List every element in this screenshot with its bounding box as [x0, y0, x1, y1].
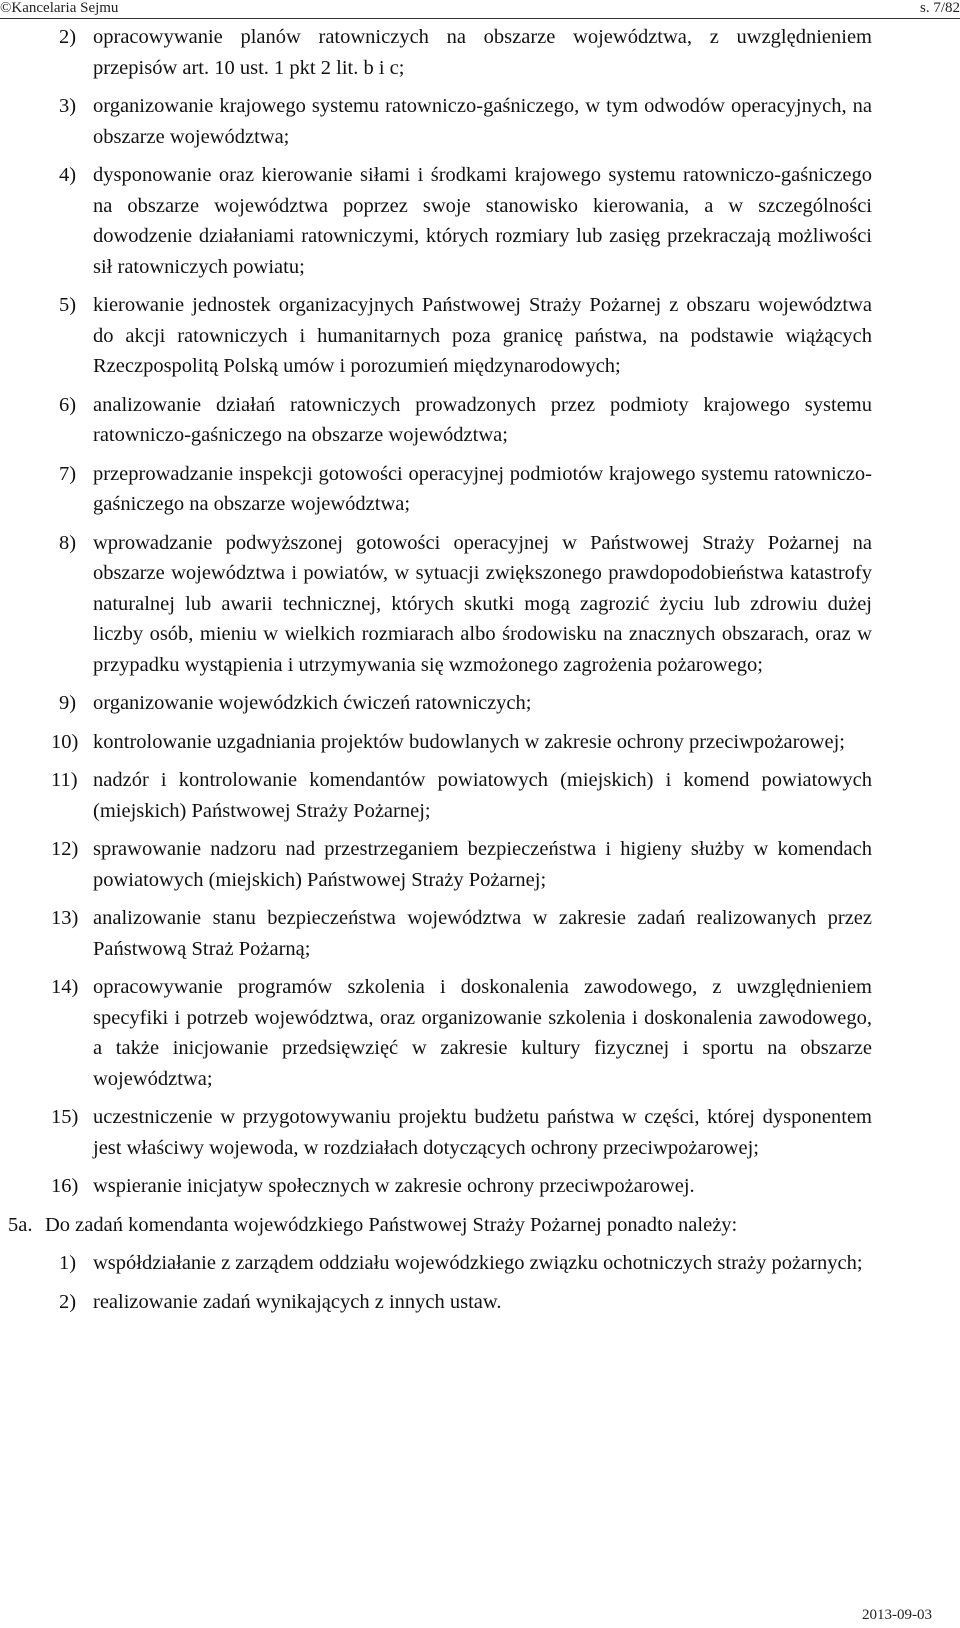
- item-number: 1): [59, 1252, 77, 1274]
- item-number: 3): [59, 95, 77, 117]
- list-item: [51, 1171, 872, 1202]
- list-item: [59, 91, 872, 152]
- list-item: [59, 22, 872, 83]
- list-item: [51, 903, 872, 964]
- item-number: 11): [51, 769, 78, 791]
- list-item: [51, 1102, 872, 1163]
- item-text: dysponowanie oraz kierowanie siłami i środkami krajowego systemu ratowniczo-gaśniczego na obszarze województwa poprzez swoje stanowisko kierowania, a w szczególności dowodzenie działaniami ratowniczymi, których rozmiary lub zasięg przekraczają możliwości sił ratowniczych powiatu;: [93, 164, 872, 278]
- item-text: kontrolowanie uzgadniania projektów budowlanych w zakresie ochrony przeciwpożarowej;: [93, 730, 845, 753]
- item-text: opracowywanie planów ratowniczych na obszarze województwa, z uwzględnieniem przepisów art. 10 ust. 1 pkt 2 lit. b i c;: [93, 26, 872, 79]
- list-item: [59, 459, 872, 520]
- document-body: [0, 22, 960, 1325]
- item-number: 5): [59, 294, 77, 316]
- item-text: wprowadzanie podwyższonej gotowości operacyjnej w Państwowej Straży Pożarnej na obszarze województwa i powiatów, w sytuacji zwiększonego prawdopodobieństwa katastrofy naturalnej lub awarii technicznej, których skutki mogą zagrozić życiu lub zdrowiu dużej liczby osób, mieniu w wielkich rozmiarach albo środowisku na znacznych obszarach, oraz w przypadku wystąpienia i utrzymywania się wzmożonego zagrożenia pożarowego;: [93, 531, 872, 676]
- item-text: organizowanie krajowego systemu ratowniczo-gaśniczego, w tym odwodów operacyjnych, na obszarze województwa;: [93, 95, 872, 148]
- item-number: 2): [59, 26, 77, 48]
- header-rule: [0, 18, 960, 19]
- item-number: 4): [59, 164, 77, 186]
- page-header: [0, 0, 960, 18]
- section-5a: [8, 1210, 872, 1241]
- item-text: uczestniczenie w przygotowywaniu projektu budżetu państwa w części, której dysponentem jest właściwy wojewoda, w rozdziałach dotyczących ochrony przeciwpożarowej;: [93, 1106, 872, 1159]
- item-text: sprawowanie nadzoru nad przestrzeganiem bezpieczeństwa i higieny służby w komendach powiatowych (miejskich) Państwowej Straży Pożarnej;: [93, 838, 872, 891]
- list-item: [59, 528, 872, 681]
- page-number: s. 7/82: [919, 0, 960, 16]
- list-item: [59, 160, 872, 282]
- section-number: 5a.: [8, 1213, 33, 1236]
- footer-date: 2013-09-03: [862, 1607, 932, 1623]
- item-number: 12): [51, 838, 79, 860]
- list-item: [59, 688, 872, 719]
- item-text: przeprowadzanie inspekcji gotowości operacyjnej podmiotów krajowego systemu ratowniczo-gaśniczego na obszarze województwa;: [93, 462, 872, 515]
- item-text: opracowywanie programów szkolenia i doskonalenia zawodowego, z uwzględnieniem specyfiki i potrzeb województwa, oraz organizowanie szkolenia i doskonalenia zawodowego, a także inicjowanie przedsięwzięć w zakresie kultury fizycznej i sportu na obszarze województwa;: [93, 976, 872, 1090]
- item-number: 15): [51, 1106, 79, 1128]
- list-item: [51, 834, 872, 895]
- item-number: 14): [51, 976, 79, 998]
- list-item: [59, 1248, 872, 1279]
- item-number: 7): [59, 462, 77, 485]
- section-text: Do zadań komendanta wojewódzkiego Państwowej Straży Pożarnej ponadto należy:: [45, 1213, 738, 1236]
- item-text: kierowanie jednostek organizacyjnych Państwowej Straży Pożarnej z obszaru województwa do akcji ratowniczych i humanitarnych poza granicę państwa, na podstawie wiążących Rzeczpospolitą Polską umów i porozumień międzynarodowych;: [93, 294, 872, 377]
- item-text: analizowanie stanu bezpieczeństwa województwa w zakresie zadań realizowanych przez Państwową Straż Pożarną;: [93, 907, 872, 960]
- item-text: realizowanie zadań wynikających z innych ustaw.: [93, 1290, 502, 1313]
- item-text: wspieranie inicjatyw społecznych w zakresie ochrony przeciwpożarowej.: [93, 1175, 695, 1197]
- item-number: 13): [51, 907, 79, 929]
- list-item: [59, 1287, 872, 1318]
- item-number: 10): [51, 730, 79, 753]
- list-item: [51, 727, 872, 758]
- list-item: [59, 290, 872, 382]
- copyright-label: ©Kancelaria Sejmu: [0, 0, 119, 16]
- list-item: [59, 390, 872, 451]
- item-number: 16): [51, 1175, 79, 1197]
- list-item: [51, 765, 872, 826]
- item-number: 2): [59, 1290, 77, 1313]
- item-text: organizowanie wojewódzkich ćwiczeń ratowniczych;: [93, 692, 532, 714]
- item-text: nadzór i kontrolowanie komendantów powiatowych (miejskich) i komend powiatowych (miejskich) Państwowej Straży Pożarnej;: [93, 769, 872, 822]
- item-text: analizowanie działań ratowniczych prowadzonych przez podmioty krajowego systemu ratowniczo-gaśniczego na obszarze województwa;: [93, 393, 872, 446]
- item-number: 6): [59, 393, 77, 416]
- item-text: współdziałanie z zarządem oddziału wojewódzkiego związku ochotniczych straży pożarnych;: [93, 1252, 863, 1274]
- list-item: [51, 972, 872, 1094]
- item-number: 9): [59, 692, 77, 714]
- item-number: 8): [59, 531, 77, 554]
